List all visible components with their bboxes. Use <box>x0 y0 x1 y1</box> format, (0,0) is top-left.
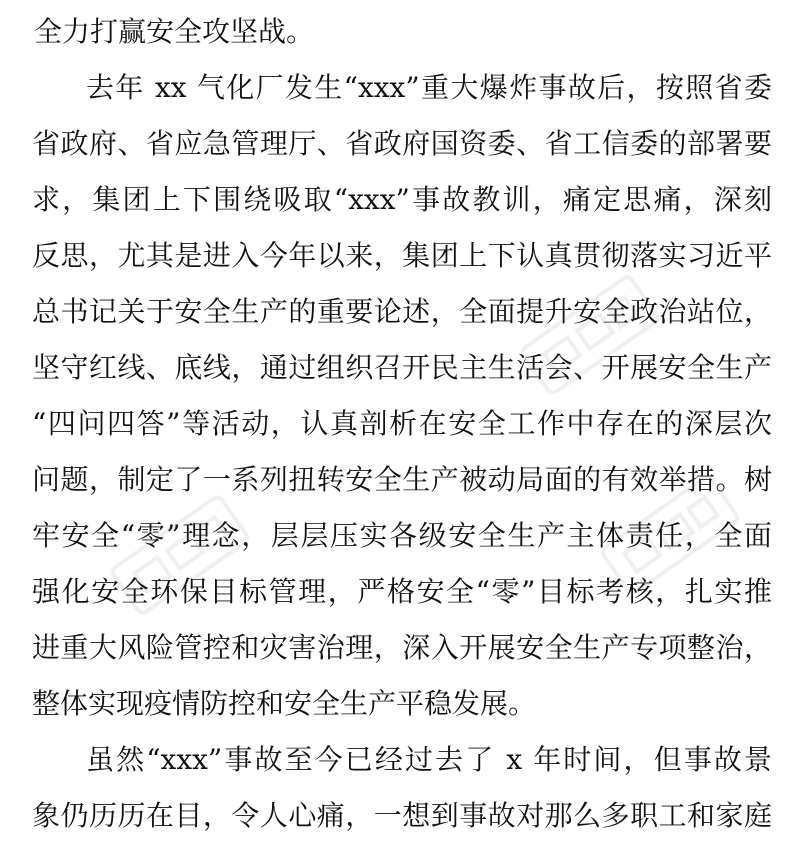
text-line: 求，集团上下围绕吸取“xxx”事故教训，痛定思痛，深刻 <box>32 183 772 216</box>
text-line: 全力打赢安全攻坚战。 <box>34 15 315 48</box>
text-line: 坚守红线、底线，通过组织召开民主生活会、开展安全生产 <box>32 351 772 384</box>
text-line: 反思，尤其是进入今年以来，集团上下认真贯彻落实习近平 <box>32 239 772 272</box>
text-line: 强化安全环保目标管理，严格安全“零”目标考核，扎实推 <box>32 575 772 608</box>
text-line: 总书记关于安全生产的重要论述，全面提升安全政治站位， <box>32 295 772 328</box>
text-line: 整体实现疫情防控和安全生产平稳发展。 <box>32 687 537 720</box>
text-line: 虽然“xxx”事故至今已经过去了 x 年时间，但事故景 <box>86 743 772 776</box>
text-line: 进重大风险管控和灾害治理，深入开展安全生产专项整治， <box>32 631 772 664</box>
text-line: 问题，制定了一系列扭转安全生产被动局面的有效举措。树 <box>32 463 772 496</box>
text-line: 象仍历历在目，令人心痛，一想到事故对那么多职工和家庭 <box>32 799 772 832</box>
text-line: 去年 xx 气化厂发生“xxx”重大爆炸事故后，按照省委 <box>86 71 772 104</box>
text-line: 省政府、省应急管理厅、省政府国资委、省工信委的部署要 <box>32 127 772 160</box>
text-line: 牢安全“零”理念，层层压实各级安全生产主体责任，全面 <box>32 519 772 552</box>
text-line: “四问四答”等活动，认真剖析在安全工作中存在的深层次 <box>32 407 772 440</box>
